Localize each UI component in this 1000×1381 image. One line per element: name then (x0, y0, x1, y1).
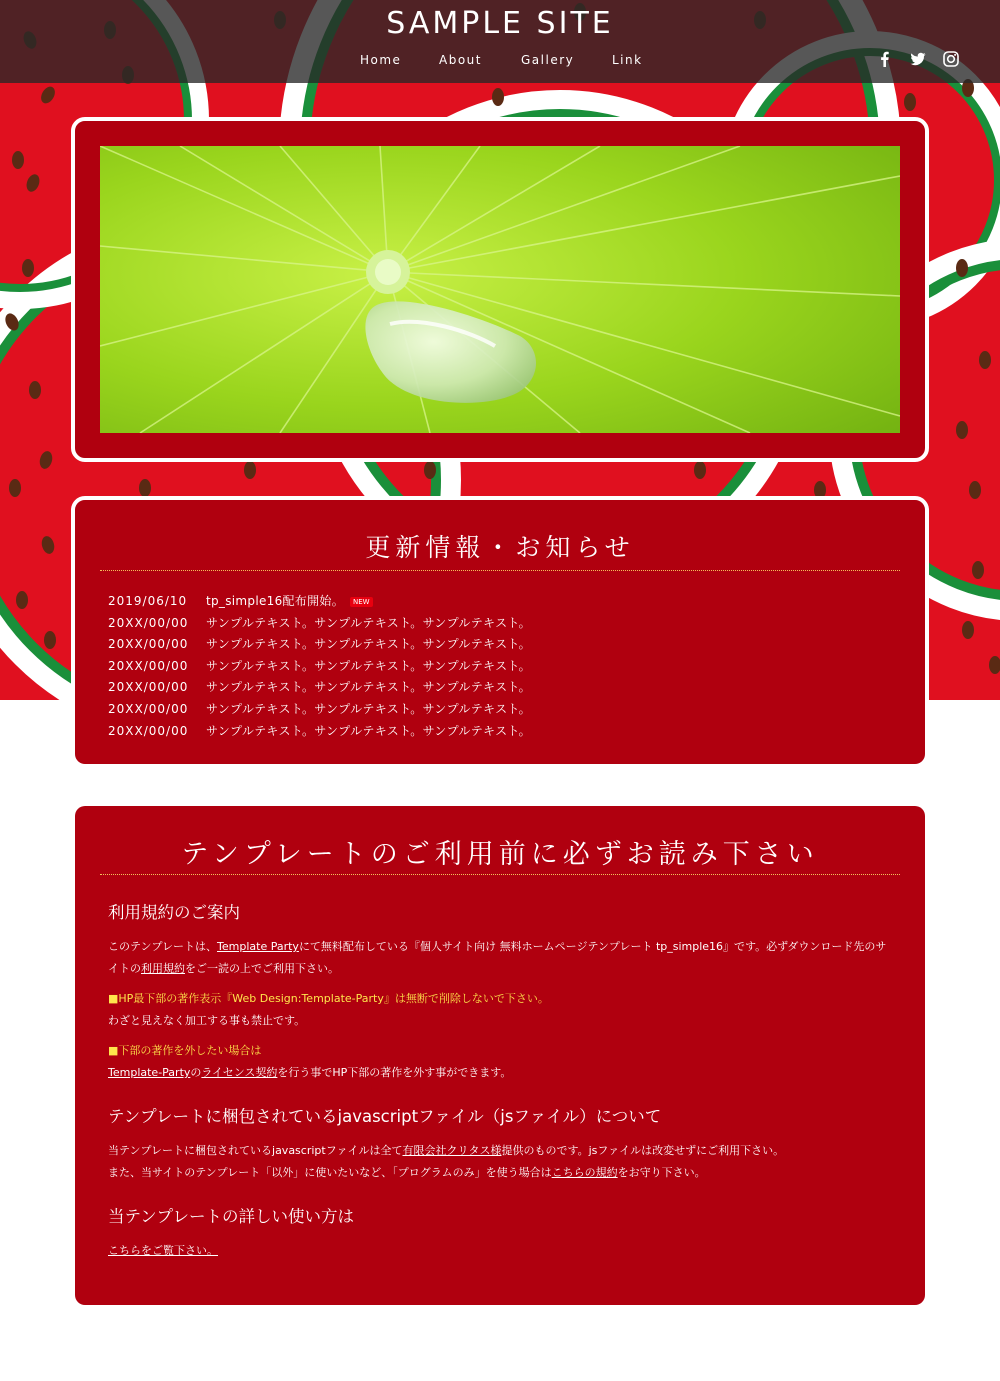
guide-divider (100, 874, 900, 875)
usage-link[interactable]: こちらをご覧下さい。 (108, 1244, 218, 1257)
news-date: 20XX/00/00 (108, 637, 189, 652)
credit-notice-note: わざと見えなく加工する事も禁止です。 (108, 1014, 306, 1027)
nav-about[interactable]: About (439, 53, 482, 67)
nav-gallery[interactable]: Gallery (521, 53, 575, 67)
news-text: tp_simple16配布開始。 (206, 594, 345, 608)
template-party-link-2[interactable]: Template-Party (108, 1066, 191, 1079)
js-heading: テンプレートに梱包されているjavascriptファイル（jsファイル）について (108, 1107, 662, 1126)
nav-home[interactable]: Home (360, 53, 402, 67)
license-link[interactable]: ライセンス契約 (201, 1066, 278, 1079)
news-list (108, 591, 531, 742)
terms-link[interactable]: 利用規約 (141, 962, 185, 975)
instagram-icon[interactable] (942, 50, 960, 68)
news-item (108, 699, 531, 721)
news-text: サンプルテキスト。サンプルテキスト。サンプルテキスト。 (206, 701, 531, 716)
hero-frame (71, 117, 929, 462)
social-links (876, 50, 966, 68)
facebook-icon[interactable] (876, 50, 894, 68)
news-item (108, 656, 531, 678)
news-item (108, 634, 531, 656)
news-date: 2019/06/10 (108, 594, 188, 608)
remove-text-end: を行う事でHP下部の著作を外す事ができます。 (277, 1066, 512, 1079)
news-section (71, 496, 929, 768)
terms-paragraph (108, 936, 895, 980)
js-text-c: また、当サイトのテンプレート「以外」に使いたいなど、「プログラムのみ」を使う場合は (108, 1166, 552, 1179)
terms-text-a: このテンプレートは、 (108, 940, 218, 953)
js-text-d: をお守り下さい。 (617, 1166, 706, 1179)
usage-paragraph (108, 1240, 895, 1262)
site-title[interactable]: SAMPLE SITE (386, 6, 614, 41)
new-badge: NEW (350, 597, 373, 607)
news-date: 20XX/00/00 (108, 658, 189, 673)
program-terms-link[interactable]: こちらの規約 (551, 1166, 618, 1179)
nav-link[interactable]: Link (612, 53, 643, 67)
js-text-a: 当テンプレートに梱包されているjavascriptファイルは全て (108, 1144, 403, 1157)
guide-title: テンプレートのご利用前に必ずお読み下さい (181, 839, 819, 870)
js-text-b: 提供のものです。jsファイルは改変せずにご利用下さい。 (501, 1144, 785, 1157)
news-date: 20XX/00/00 (108, 723, 189, 738)
credit-notice: ■HP最下部の著作表示『Web Design:Template-Party』は無断で削除しないで下さい。 (108, 992, 549, 1005)
news-text: サンプルテキスト。サンプルテキスト。サンプルテキスト。 (206, 615, 531, 630)
site-header (0, 0, 1000, 83)
template-party-link[interactable]: Template Party (217, 940, 299, 953)
remove-credit-heading: ■下部の著作を外したい場合は (108, 1044, 262, 1057)
terms-text-b: にて無料配布している『個人サイト向け 無料ホームページテンプレート tp_simple16』です。必ずダウンロード先のサイトの (108, 940, 887, 975)
js-paragraph-1 (108, 1140, 895, 1162)
remove-text-mid: の (190, 1066, 202, 1079)
news-text: サンプルテキスト。サンプルテキスト。サンプルテキスト。 (206, 637, 531, 652)
terms-text-c: をご一読の上でご利用下さい。 (185, 962, 339, 975)
remove-credit-paragraph (108, 1062, 895, 1084)
news-text: サンプルテキスト。サンプルテキスト。サンプルテキスト。 (206, 658, 531, 673)
news-item (108, 721, 531, 743)
news-title: 更新情報・お知らせ (365, 533, 635, 562)
template-guide-section (75, 806, 925, 1305)
news-item (108, 613, 531, 635)
news-item (108, 591, 531, 613)
main-nav (0, 53, 1000, 69)
twitter-icon[interactable] (909, 50, 927, 68)
news-date: 20XX/00/00 (108, 680, 189, 695)
guide-content (108, 901, 895, 1262)
usage-heading: 当テンプレートの詳しい使い方は (108, 1207, 355, 1226)
news-item (108, 677, 531, 699)
kuritasu-link[interactable]: 有限会社クリタス様 (402, 1144, 502, 1157)
terms-heading: 利用規約のご案内 (108, 903, 240, 922)
news-text: サンプルテキスト。サンプルテキスト。サンプルテキスト。 (206, 723, 531, 738)
news-divider (100, 570, 900, 571)
news-date: 20XX/00/00 (108, 701, 189, 716)
js-paragraph-2 (108, 1162, 895, 1184)
news-date: 20XX/00/00 (108, 615, 189, 630)
news-text: サンプルテキスト。サンプルテキスト。サンプルテキスト。 (206, 680, 531, 695)
hero-image-leaf-water-drop (100, 146, 900, 433)
